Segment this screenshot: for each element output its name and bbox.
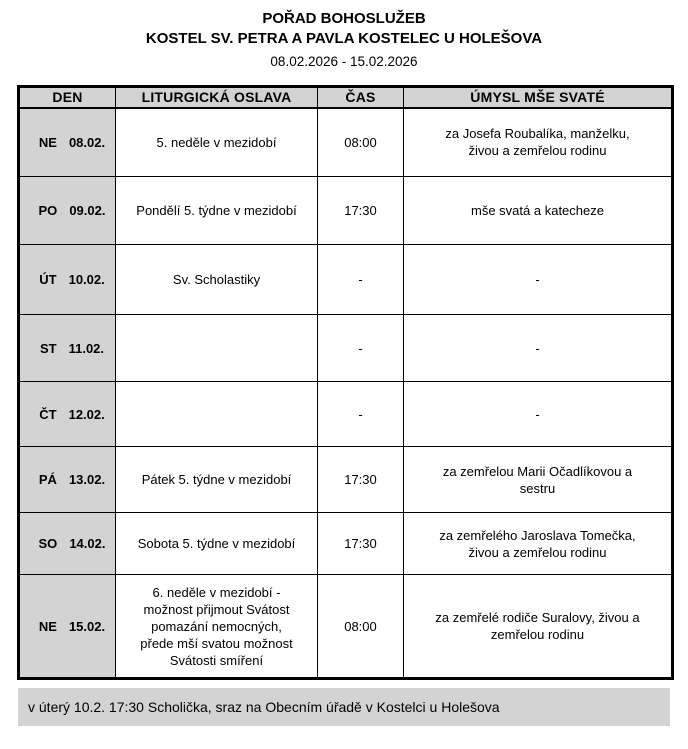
footer-note-text: v úterý 10.2. 17:30 Scholička, sraz na Obecním úřadě v Kostelci u Holešova xyxy=(28,699,500,715)
date-range: 08.02.2026 - 15.02.2026 xyxy=(270,54,418,69)
time-cell: - xyxy=(318,382,404,447)
table-row xyxy=(19,315,673,382)
footer-note-bar xyxy=(18,688,670,726)
church-name: KOSTEL SV. PETRA A PAVLA KOSTELEC U HOLEŠOVA xyxy=(145,30,543,47)
table-row xyxy=(19,177,673,245)
schedule-table xyxy=(17,85,674,680)
header-time: ČAS xyxy=(318,87,404,108)
celebration-cell xyxy=(116,315,318,382)
celebration-cell: Sobota 5. týdne v mezidobí xyxy=(116,513,318,575)
time-cell: 17:30 xyxy=(318,513,404,575)
day-abbreviation: ST xyxy=(39,340,57,356)
day-abbreviation: ÚT xyxy=(39,272,57,287)
intention-cell: - xyxy=(404,315,673,382)
table-row xyxy=(19,575,673,679)
page-title: POŘAD BOHOSLUŽEB xyxy=(262,10,426,27)
day-cell xyxy=(19,575,116,679)
day-date: 14.02. xyxy=(69,536,106,551)
time-cell: 08:00 xyxy=(318,575,404,679)
header-celebration: LITURGICKÁ OSLAVA xyxy=(116,87,318,108)
intention-cell: za zemřelé rodiče Suralovy, živou a zemřelou rodinu xyxy=(404,575,673,679)
time-cell: 08:00 xyxy=(318,108,404,177)
day-cell xyxy=(19,382,116,447)
day-cell xyxy=(19,108,116,177)
day-cell xyxy=(19,315,116,382)
table-row xyxy=(19,108,673,177)
intention-cell: za Josefa Roubalíka, manželku, živou a zemřelou rodinu xyxy=(404,108,673,177)
intention-cell: za zemřelou Marii Očadlíkovou a sestru xyxy=(404,447,673,513)
day-date: 09.02. xyxy=(69,203,106,218)
schedule-table-wrap xyxy=(17,85,688,680)
day-cell xyxy=(19,513,116,575)
day-date: 12.02. xyxy=(68,406,105,422)
schedule-table-body xyxy=(19,108,673,679)
celebration-cell: Sv. Scholastiky xyxy=(116,245,318,315)
day-abbreviation: PO xyxy=(38,203,58,218)
intention-cell: - xyxy=(404,382,673,447)
day-date: 08.02. xyxy=(68,134,106,150)
time-cell: 17:30 xyxy=(318,177,404,245)
day-date: 11.02. xyxy=(68,340,105,356)
day-cell xyxy=(19,177,116,245)
table-row xyxy=(19,513,673,575)
celebration-cell xyxy=(116,382,318,447)
day-abbreviation: ČT xyxy=(39,406,57,422)
intention-cell: mše svatá a katecheze xyxy=(404,177,673,245)
day-cell xyxy=(19,447,116,513)
day-date: 10.02. xyxy=(68,272,105,287)
day-cell xyxy=(19,245,116,315)
title-block xyxy=(0,0,688,71)
table-header-row xyxy=(19,87,673,108)
time-cell: - xyxy=(318,245,404,315)
intention-cell: za zemřelého Jaroslava Tomečka, živou a zemřelou rodinu xyxy=(404,513,673,575)
table-row xyxy=(19,245,673,315)
time-cell: 17:30 xyxy=(318,447,404,513)
intention-cell: - xyxy=(404,245,673,315)
day-abbreviation: PÁ xyxy=(38,472,57,487)
day-abbreviation: NE xyxy=(38,618,57,634)
day-abbreviation: NE xyxy=(38,134,57,150)
celebration-cell: Pátek 5. týdne v mezidobí xyxy=(116,447,318,513)
celebration-cell: Pondělí 5. týdne v mezidobí xyxy=(116,177,318,245)
time-cell: - xyxy=(318,315,404,382)
header-intention: ÚMYSL MŠE SVATÉ xyxy=(404,87,673,108)
table-row xyxy=(19,447,673,513)
celebration-cell: 5. neděle v mezidobí xyxy=(116,108,318,177)
table-row xyxy=(19,382,673,447)
celebration-cell: 6. neděle v mezidobí - možnost přijmout Svátost pomazání nemocných, přede mší svatou možnost Svátosti smíření xyxy=(116,575,318,679)
day-date: 13.02. xyxy=(68,472,106,487)
header-day: DEN xyxy=(19,87,116,108)
day-abbreviation: SO xyxy=(38,536,58,551)
day-date: 15.02. xyxy=(68,618,106,634)
